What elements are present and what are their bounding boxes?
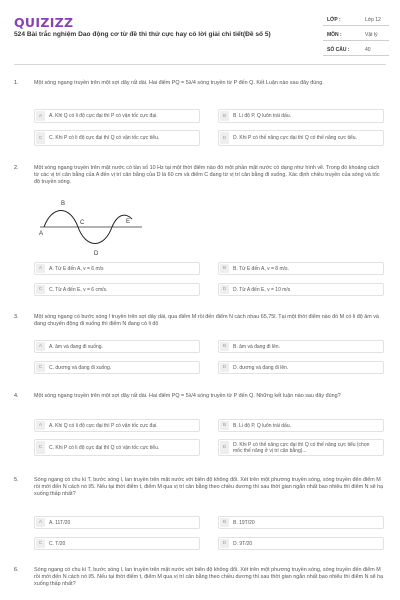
option-text: D. Khi P có thế năng cực đại thì Q có thế năng cực tiểu. bbox=[233, 134, 357, 141]
answer-option[interactable] bbox=[218, 516, 384, 529]
option-text: D. 9T/20 bbox=[233, 540, 253, 547]
option-letter: B bbox=[220, 342, 229, 351]
meta-count-value: 40 bbox=[365, 47, 371, 53]
option-letter: C bbox=[36, 363, 45, 372]
option-letter: C bbox=[36, 285, 45, 294]
label-e: E bbox=[126, 219, 131, 225]
label-d: D bbox=[94, 251, 99, 257]
option-letter: B bbox=[220, 518, 229, 527]
question-3 bbox=[14, 314, 386, 384]
option-text: A. Khi Q có li độ cực đại thì P có vận tốc cực đại. bbox=[49, 422, 158, 429]
answer-option[interactable] bbox=[34, 340, 200, 353]
question-number: 1. bbox=[14, 80, 19, 86]
question-number: 4. bbox=[14, 393, 19, 399]
option-text: A. âm và đang đi xuống. bbox=[49, 343, 103, 350]
option-text: C. Khi P có li độ cực đại thì Q có vận tốc cực tiểu. bbox=[49, 444, 160, 451]
meta-subject bbox=[323, 29, 389, 41]
answer-option[interactable] bbox=[218, 262, 384, 275]
document-header bbox=[0, 0, 400, 68]
meta-class-label: LỚP : bbox=[327, 17, 341, 23]
option-letter: D bbox=[220, 132, 229, 144]
answer-option[interactable] bbox=[218, 340, 384, 353]
question-number: 6. bbox=[14, 567, 19, 573]
question-1 bbox=[14, 80, 386, 155]
quizizz-logo: QUIZIZZ bbox=[14, 15, 74, 30]
label-b: B bbox=[61, 201, 66, 207]
option-text: C. dương và đang đi xuống. bbox=[49, 364, 112, 371]
answer-option[interactable] bbox=[34, 516, 200, 529]
meta-count-label: SỐ CÂU : bbox=[327, 47, 350, 53]
option-text: B. 19T/20 bbox=[233, 519, 255, 526]
option-text: A. 11T/20 bbox=[49, 519, 71, 526]
wave-figure bbox=[34, 199, 144, 259]
answer-option[interactable] bbox=[34, 130, 200, 146]
option-letter: A bbox=[36, 518, 45, 527]
question-4 bbox=[14, 393, 386, 468]
meta-question-count bbox=[323, 44, 389, 56]
answer-option[interactable] bbox=[218, 537, 384, 550]
header-divider bbox=[14, 64, 386, 65]
meta-class bbox=[323, 14, 389, 26]
option-text: D. Từ A đến E, v = 10 m/s bbox=[233, 286, 291, 293]
option-letter: C bbox=[36, 132, 45, 144]
question-number: 5. bbox=[14, 477, 19, 483]
option-letter: A bbox=[36, 264, 45, 273]
question-2 bbox=[14, 165, 386, 305]
answer-option[interactable] bbox=[34, 439, 200, 456]
answer-option[interactable] bbox=[218, 283, 384, 296]
option-text: B. Li độ P, Q luôn trái dấu. bbox=[233, 422, 292, 429]
question-text: Sóng ngang có chu kì T, bước sóng l, lan truyền trên mặt nước với biên độ không đổi. Xét trên một phương truyền sóng, sóng truyền đến điểm M rồi mới đến N cách nó l/5. Nếu tại thời điểm t, điểm M qua vị trí cân bằng theo chiều dương thì sau thời gian ngắn nhất bao nhiêu thì điểm N sẽ hạ xuống thấp nhất? bbox=[34, 567, 384, 587]
option-letter: D bbox=[220, 539, 229, 548]
question-text: Sóng ngang có chu kì T, bước sóng l, lan truyền trên mặt nước với biên độ không đổi. Xét trên một phương truyền sóng, sóng truyền đến điểm M rồi mới đến N cách nó l/5. Nếu tại thời điểm t, điểm M qua vị trí cân bằng theo chiều dương thì sau thời gian ngắn nhất bao nhiêu thì điểm N sẽ hạ xuống thấp nhất? bbox=[34, 477, 384, 497]
option-letter: D bbox=[220, 285, 229, 294]
meta-subject-label: MÔN : bbox=[327, 32, 342, 38]
question-number: 2. bbox=[14, 165, 19, 171]
option-text: D. Khi P có thế năng cực đại thì Q có thế năng cực tiểu (chọn mốc thế năng ở vị trí cân bằng)... bbox=[233, 441, 370, 454]
option-letter: B bbox=[220, 421, 229, 430]
option-letter: A bbox=[36, 421, 45, 430]
answer-option[interactable] bbox=[34, 419, 200, 432]
question-5 bbox=[14, 477, 386, 557]
option-letter: D bbox=[220, 363, 229, 372]
answer-option[interactable] bbox=[34, 109, 200, 123]
option-text: A. Từ E đến A, v = 6 m/s bbox=[49, 265, 104, 272]
option-text: D. dương và đang đi lên. bbox=[233, 364, 289, 371]
answer-option[interactable] bbox=[218, 439, 384, 456]
question-6 bbox=[14, 567, 386, 600]
option-letter: C bbox=[36, 441, 45, 454]
option-letter: A bbox=[36, 111, 45, 121]
document-title: 524 Bài trắc nghiệm Dao động cơ từ đề thi thử cực hay có lời giải chi tiết(Đề số 5) bbox=[14, 31, 271, 38]
question-number: 3. bbox=[14, 314, 19, 320]
label-a: A bbox=[39, 231, 44, 237]
option-text: B. Từ E đến A, v = 8 m/s. bbox=[233, 265, 289, 272]
option-letter: A bbox=[36, 342, 45, 351]
answer-option[interactable] bbox=[34, 537, 200, 550]
option-letter: C bbox=[36, 539, 45, 548]
question-text: Một sóng ngang truyền trên mặt nước có tần số 10 Hz tại một thời điểm nào đó một phần mặt nước có dạng như hình vẽ. Trong đó khoảng cách từ các vị trí cân bằng của A đến vị trí cân bằng của D là 60 cm và điểm C đang từ vị trí cân bằng đi xuống. Xác định chiều truyền của sóng và tốc độ truyền sóng. bbox=[34, 165, 380, 185]
answer-option[interactable] bbox=[34, 262, 200, 275]
answer-option[interactable] bbox=[34, 283, 200, 296]
option-text: C. T/20 bbox=[49, 540, 66, 547]
question-text: Một sóng ngang truyền trên một sợi dây rất dài. Hai điểm PQ = 5λ/4 sóng truyền từ P đến Q. Những kết luận nào sau đây đúng? bbox=[34, 393, 341, 399]
option-text: B. âm và đang đi lên. bbox=[233, 343, 280, 350]
option-letter: B bbox=[220, 264, 229, 273]
answer-option[interactable] bbox=[218, 109, 384, 123]
option-text: A. Khi Q có li độ cực đại thì P có vận tốc cực đại. bbox=[49, 112, 158, 119]
option-letter: D bbox=[220, 441, 229, 454]
answer-option[interactable] bbox=[218, 130, 384, 146]
option-letter: B bbox=[220, 111, 229, 121]
option-text: C. Từ A đến E, v = 6 cm/s. bbox=[49, 286, 108, 293]
question-text: Một sóng ngang truyền trên một sợi dây rất dài. Hai điểm PQ = 5λ/4 sóng truyền từ P đến Q. Kết Luận nào sau đây đúng. bbox=[34, 80, 324, 86]
answer-option[interactable] bbox=[34, 361, 200, 374]
meta-class-value: Lớp 12 bbox=[365, 17, 381, 23]
meta-subject-value: Vật lý bbox=[365, 32, 378, 38]
question-text: Một sóng ngang có bước sóng l truyền trên sợi dây dài, qua điểm M rồi đến điểm N cách nhau 65,75l. Tại một thời điểm nào đó M có li độ âm và đang chuyển động đi xuống thì điểm N đang có li độ bbox=[34, 314, 379, 327]
option-text: B. Li độ P, Q luôn trái dấu. bbox=[233, 112, 292, 119]
label-c: C bbox=[80, 220, 85, 226]
answer-option[interactable] bbox=[218, 419, 384, 432]
option-text: C. Khi P có li độ cực đại thì Q có vận tốc cực tiểu. bbox=[49, 134, 160, 141]
answer-option[interactable] bbox=[218, 361, 384, 374]
